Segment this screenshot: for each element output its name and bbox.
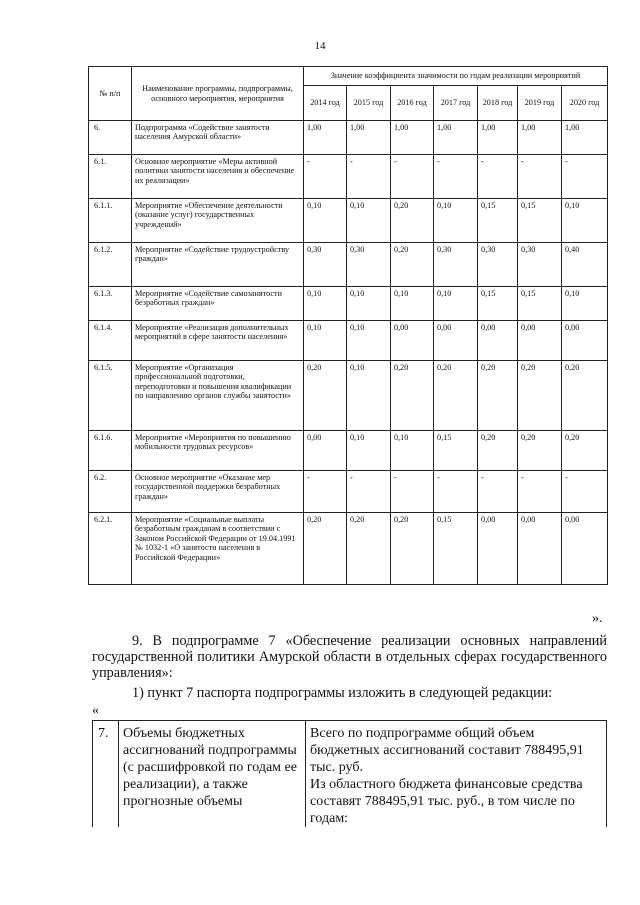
row-name: Мероприятие «Реализация дополнительных мероприятий в сфере занятости населения» [132, 321, 304, 361]
row-name: Мероприятие «Содействие трудоустройству граждан» [132, 243, 304, 287]
passport-num: 7. [93, 721, 119, 828]
row-number: 6.1. [89, 155, 132, 199]
coefficient-value: 0,30 [478, 243, 518, 287]
coefficient-value: 0,15 [434, 513, 478, 585]
passport-label: Объемы бюджетных ассигнований подпрограммы (с расшифровкой по годам ее реализации), а также прогнозные объемы [119, 721, 306, 828]
coefficient-value: 0,00 [518, 321, 562, 361]
row-number: 6.1.6. [89, 431, 132, 471]
coefficient-value: - [391, 471, 434, 513]
table-row [89, 199, 608, 243]
passport-text-1: Всего по подпрограмме общий объем бюджетных ассигнований составит 788495,91 тыс. руб. [310, 726, 584, 775]
row-number: 6.1.3. [89, 287, 132, 321]
header-year: 2016 год [391, 86, 434, 121]
coefficient-value: 0,15 [434, 431, 478, 471]
table-row [89, 513, 608, 585]
row-name: Мероприятие «Мероприятия по повышению мобильности трудовых ресурсов» [132, 431, 304, 471]
coefficient-value: 0,00 [434, 321, 478, 361]
coefficient-value: 1,00 [562, 121, 608, 155]
coefficient-value: - [478, 155, 518, 199]
coefficient-value: 0,30 [347, 243, 391, 287]
passport-text [306, 721, 607, 828]
coefficient-value: 1,00 [478, 121, 518, 155]
coefficient-value: 0,20 [391, 361, 434, 431]
coefficient-value: 1,00 [518, 121, 562, 155]
coefficient-value: 0,15 [518, 287, 562, 321]
table-row [89, 243, 608, 287]
coefficient-value: 1,00 [391, 121, 434, 155]
header-year: 2017 год [434, 86, 478, 121]
coefficient-value: 0,10 [304, 287, 347, 321]
row-name: Мероприятие «Содействие самозанятости безработных граждан» [132, 287, 304, 321]
header-year: 2019 год [518, 86, 562, 121]
table-row [89, 361, 608, 431]
coefficient-value: 0,10 [562, 287, 608, 321]
coefficient-value: 0,20 [391, 513, 434, 585]
row-name: Основное мероприятие «Оказание мер государственной поддержки безработных граждан» [132, 471, 304, 513]
coefficient-value: 0,20 [478, 361, 518, 431]
coefficient-value: 0,10 [304, 321, 347, 361]
coefficient-table [88, 66, 608, 585]
coefficient-value: - [518, 471, 562, 513]
coefficient-value: 1,00 [434, 121, 478, 155]
coefficient-value: 0,20 [347, 513, 391, 585]
header-num: № п/п [89, 67, 132, 121]
coefficient-value: 0,10 [434, 287, 478, 321]
coefficient-value: 0,20 [304, 361, 347, 431]
table-row [89, 321, 608, 361]
coefficient-value: 0,00 [518, 513, 562, 585]
coefficient-value: 0,00 [304, 431, 347, 471]
passport-table [92, 720, 607, 827]
table-row [89, 471, 608, 513]
coefficient-value: 0,00 [478, 321, 518, 361]
coefficient-value: - [304, 471, 347, 513]
coefficient-value: 0,40 [562, 243, 608, 287]
row-number: 6. [89, 121, 132, 155]
coefficient-value: 0,15 [478, 199, 518, 243]
coefficient-value: 0,10 [434, 199, 478, 243]
coefficient-value: - [304, 155, 347, 199]
header-year: 2014 год [304, 86, 347, 121]
coefficient-value: - [562, 155, 608, 199]
row-number: 6.1.4. [89, 321, 132, 361]
coefficient-value: 0,10 [304, 199, 347, 243]
coefficient-value: - [478, 471, 518, 513]
header-coef: Значение коэффициента значимости по годам реализации мероприятий [304, 67, 608, 86]
coefficient-value: 0,10 [391, 431, 434, 471]
passport-text-2: Из областного бюджета финансовые средства составят 788495,91 тыс. руб., в том числе по годам: [310, 777, 583, 826]
header-year: 2018 год [478, 86, 518, 121]
row-name: Мероприятие «Организация профессиональной подготовки, переподготовки и повышения квалификации по направлению органов службы занятости» [132, 361, 304, 431]
coefficient-value: 0,00 [562, 321, 608, 361]
row-name: Подпрограмма «Содействие занятости населения Амурской области» [132, 121, 304, 155]
coefficient-value: 0,10 [347, 321, 391, 361]
row-number: 6.1.5. [89, 361, 132, 431]
coefficient-value: 0,10 [391, 287, 434, 321]
coefficient-value: 0,00 [478, 513, 518, 585]
table-row [89, 155, 608, 199]
table-row [89, 431, 608, 471]
header-name: Наименование программы, подпрограммы, основного мероприятия, мероприятия [132, 67, 304, 121]
coefficient-value: 0,30 [304, 243, 347, 287]
coefficient-value: 0,20 [518, 361, 562, 431]
coefficient-value: - [434, 155, 478, 199]
page-number: 14 [314, 40, 326, 52]
coefficient-value: 0,30 [434, 243, 478, 287]
coefficient-value: 0,20 [562, 361, 608, 431]
coefficient-value: 0,10 [347, 431, 391, 471]
coefficient-value: - [391, 155, 434, 199]
coefficient-value: 0,20 [391, 243, 434, 287]
header-year: 2020 год [562, 86, 608, 121]
coefficient-value: - [347, 155, 391, 199]
coefficient-value: 0,00 [562, 513, 608, 585]
table-row [89, 287, 608, 321]
row-name: Основное мероприятие «Меры активной политики занятости населения и обеспечение их реализации» [132, 155, 304, 199]
row-number: 6.1.1. [89, 199, 132, 243]
coefficient-value: - [347, 471, 391, 513]
row-name: Мероприятие «Социальные выплаты безработным гражданам в соответствии с Законом Российской Федерации от 19.04.1991 № 1032-1 «О занятости населения в Российской Федерации» [132, 513, 304, 585]
coefficient-value: 0,10 [347, 199, 391, 243]
coefficient-value: - [434, 471, 478, 513]
table-row [89, 121, 608, 155]
coefficient-value: 0,20 [562, 431, 608, 471]
coefficient-value: - [562, 471, 608, 513]
row-name: Мероприятие «Обеспечение деятельности (оказание услуг) государственных учреждений» [132, 199, 304, 243]
coefficient-value: 0,10 [347, 287, 391, 321]
coefficient-value: 0,00 [391, 321, 434, 361]
coefficient-value: 0,20 [434, 361, 478, 431]
coefficient-value: 1,00 [347, 121, 391, 155]
coefficient-value: 0,15 [518, 199, 562, 243]
header-year: 2015 год [347, 86, 391, 121]
coefficient-value: 0,15 [478, 287, 518, 321]
opening-quote: « [92, 703, 99, 718]
coefficient-value: 0,10 [347, 361, 391, 431]
paragraph-9: 9. В подпрограмме 7 «Обеспечение реализации основных направлений государственной политики Амурской области в отдельных сферах государственного управления»: [92, 633, 607, 681]
coefficient-value: 0,20 [304, 513, 347, 585]
row-number: 6.1.2. [89, 243, 132, 287]
row-number: 6.2. [89, 471, 132, 513]
row-number: 6.2.1. [89, 513, 132, 585]
paragraph-1: 1) пункт 7 паспорта подпрограммы изложить в следующей редакции: [132, 685, 553, 701]
coefficient-value: 0,20 [478, 431, 518, 471]
coefficient-value: 1,00 [304, 121, 347, 155]
coefficient-value: - [518, 155, 562, 199]
coefficient-value: 0,10 [562, 199, 608, 243]
coefficient-value: 0,20 [391, 199, 434, 243]
coefficient-value: 0,20 [518, 431, 562, 471]
passport-row [93, 721, 607, 828]
closing-quote: ». [592, 611, 603, 626]
coefficient-value: 0,30 [518, 243, 562, 287]
